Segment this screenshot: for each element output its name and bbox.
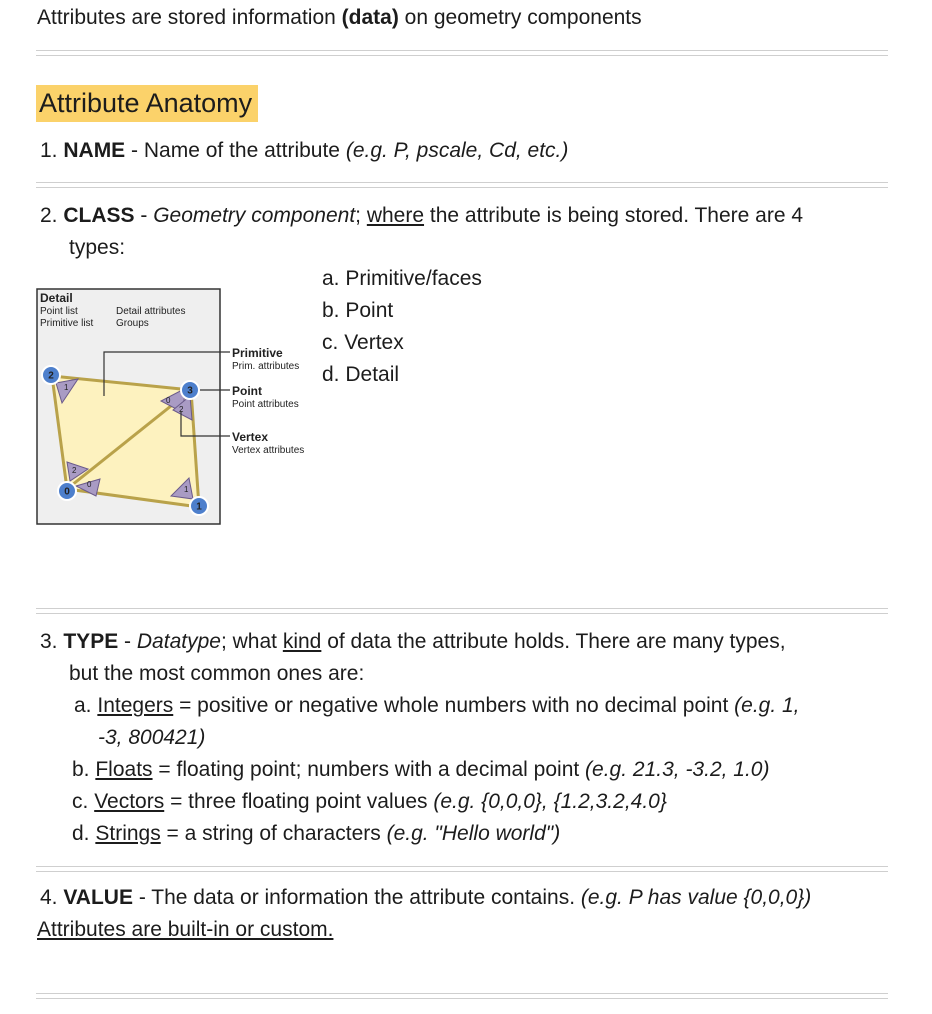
vertex-num: 0	[166, 396, 171, 405]
underlined-text: kind	[282, 630, 322, 653]
term-value: VALUE	[63, 886, 133, 909]
italic-text: Geometry component	[153, 204, 356, 227]
geometry-components-diagram	[34, 286, 324, 528]
underlined-text: where	[366, 204, 425, 227]
type-subitem-vectors	[72, 786, 667, 818]
sublist-letter: a.	[74, 694, 92, 717]
item-text: of data the attribute holds. There are many types,	[321, 630, 786, 653]
item-text: Name of the attribute	[143, 139, 346, 162]
vertex-label: Vertex	[232, 430, 269, 444]
example-text: -3, 800421)	[98, 726, 206, 749]
primitive-label: Primitive	[232, 346, 283, 360]
type-term: Vectors	[94, 790, 165, 813]
list-item-name	[40, 135, 568, 167]
list-item-value	[40, 882, 811, 914]
sublist-item	[322, 263, 482, 295]
underlined-note: Attributes are built-in or custom.	[37, 918, 334, 941]
prim-attributes-label: Prim. attributes	[232, 361, 300, 372]
item-text: = a string of characters	[160, 822, 387, 845]
vertex-num: 2	[72, 466, 77, 475]
list-item-class	[40, 200, 803, 232]
type-subitem-strings	[72, 818, 560, 850]
separator: ;	[355, 204, 367, 227]
intro-text: Attributes are stored information	[37, 6, 342, 29]
sublist-letter: d.	[322, 363, 340, 386]
sublist-letter: d.	[72, 822, 90, 845]
sublist-letter: b.	[72, 758, 90, 781]
list-item-type-cont: but the most common ones are:	[69, 662, 365, 685]
divider	[36, 993, 888, 999]
sublist-label: Primitive/faces	[345, 267, 482, 290]
detail-attributes-label: Detail attributes	[116, 306, 186, 317]
dash: -	[132, 886, 152, 909]
point-num: 3	[187, 385, 193, 397]
divider	[36, 608, 888, 614]
intro-line	[37, 2, 642, 34]
item-text: = three floating point values	[164, 790, 434, 813]
sublist-letter: c.	[322, 331, 339, 354]
sublist-label: Detail	[345, 363, 400, 386]
divider	[36, 50, 888, 56]
point-label: Point	[232, 384, 262, 398]
example-text: (e.g. "Hello world")	[386, 822, 561, 845]
example-text: (e.g. P has value {0,0,0})	[580, 886, 812, 909]
list-number: 4.	[40, 886, 58, 909]
vertex-attributes-label: Vertex attributes	[232, 445, 305, 456]
example-text: (e.g. {0,0,0}, {1.2,3.2,4.0}	[433, 790, 667, 813]
vertex-num: 1	[184, 485, 189, 494]
type-subitem-integers	[74, 690, 800, 722]
point-attributes-label: Point attributes	[232, 399, 299, 410]
example-text: (e.g. P, pscale, Cd, etc.)	[345, 139, 569, 162]
type-subitem-floats	[72, 754, 769, 786]
divider	[36, 182, 888, 188]
point-list-label: Point list	[40, 306, 78, 317]
point-num: 1	[196, 501, 202, 513]
vertex-num: 1	[64, 383, 69, 392]
list-item-type	[40, 626, 786, 658]
sublist-letter: c.	[72, 790, 89, 813]
item-text: The data or information the attribute contains.	[151, 886, 581, 909]
item-text: the attribute is being stored. There are 4	[424, 204, 804, 227]
sublist-label: Point	[345, 299, 394, 322]
sublist-item	[322, 359, 399, 391]
point-num: 2	[48, 370, 54, 382]
list-number: 1.	[40, 139, 58, 162]
vertex-num: 2	[179, 405, 184, 414]
list-number: 3.	[40, 630, 58, 653]
item-text: = floating point; numbers with a decimal point	[152, 758, 586, 781]
example-text: (e.g. 1,	[734, 694, 800, 717]
example-text: (e.g. 21.3, -3.2, 1.0)	[585, 758, 770, 781]
term-class: CLASS	[63, 204, 135, 227]
type-term: Strings	[95, 822, 161, 845]
type-term: Integers	[97, 694, 174, 717]
list-item-class-cont: types:	[69, 236, 126, 259]
detail-label: Detail	[40, 291, 73, 305]
item-text: = positive or negative whole numbers with no decimal point	[173, 694, 735, 717]
italic-text: Datatype	[136, 630, 221, 653]
highlighted-heading: Attribute Anatomy	[36, 85, 258, 122]
footer-note	[37, 914, 333, 946]
sublist-label: Vertex	[344, 331, 404, 354]
groups-label: Groups	[116, 318, 149, 329]
type-subitem-integers-cont	[98, 722, 205, 754]
vertex-num: 0	[87, 480, 92, 489]
dash: -	[118, 630, 137, 653]
term-name: NAME	[63, 139, 126, 162]
primitive-list-label: Primitive list	[40, 318, 94, 329]
type-term: Floats	[95, 758, 153, 781]
list-number: 2.	[40, 204, 58, 227]
point-num: 0	[64, 486, 70, 498]
divider	[36, 866, 888, 872]
page-title	[36, 88, 258, 119]
item-text: ; what	[220, 630, 283, 653]
sublist-letter: a.	[322, 267, 340, 290]
intro-bold: (data)	[341, 6, 399, 29]
sublist-letter: b.	[322, 299, 340, 322]
dash: -	[125, 139, 144, 162]
sublist-item	[322, 295, 393, 327]
sublist-item	[322, 327, 404, 359]
dash: -	[134, 204, 154, 227]
term-type: TYPE	[63, 630, 119, 653]
intro-text-end: on geometry components	[398, 6, 642, 29]
